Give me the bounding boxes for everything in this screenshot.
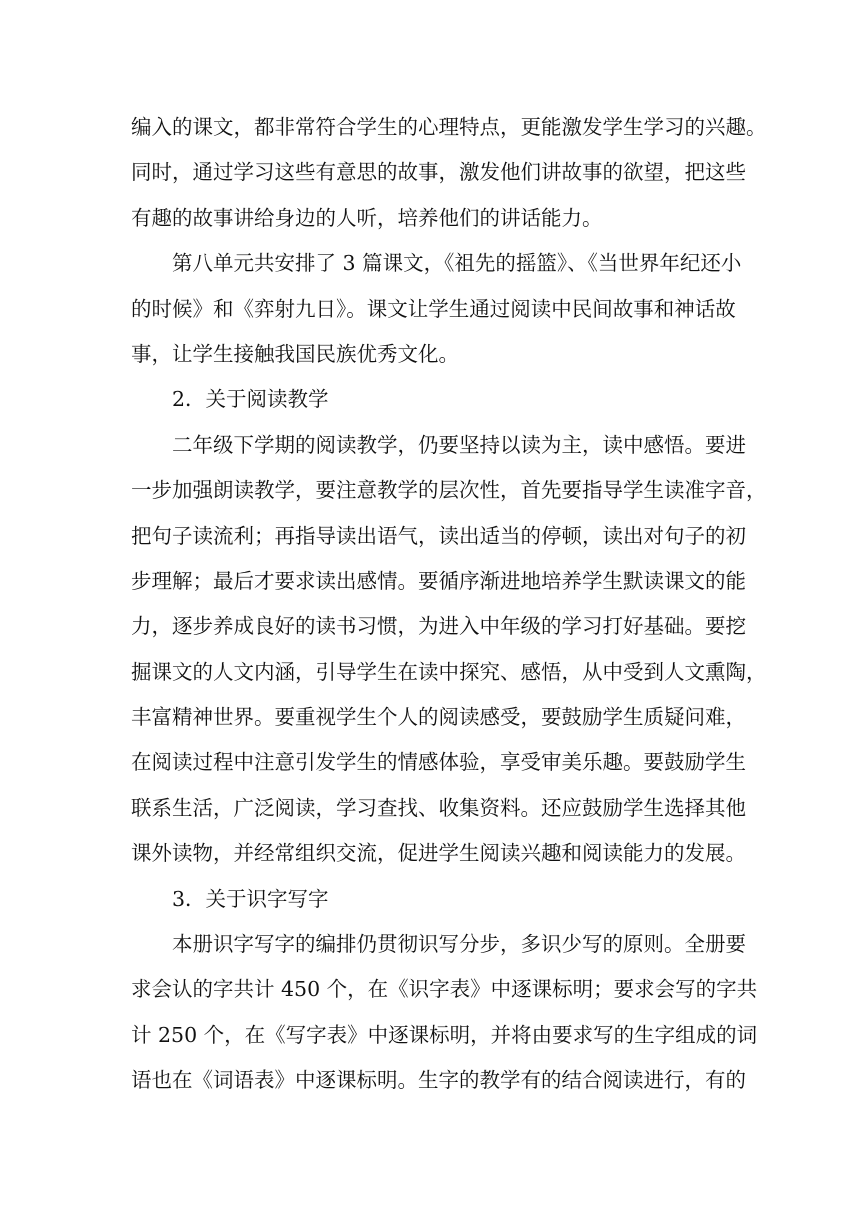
text-line: 联系生活，广泛阅读，学习查找、收集资料。还应鼓励学生选择其他: [131, 795, 746, 820]
text-line: 一步加强朗读教学，要注意教学的层次性，首先要指导学生读准字音，: [131, 478, 767, 503]
text-line: 在阅读过程中注意引发学生的情感体验，享受审美乐趣。要鼓励学生: [131, 750, 746, 775]
text-line: 语也在《词语表》中逐课标明。生字的教学有的结合阅读进行，有的: [131, 1068, 746, 1093]
document-page: [131, 105, 767, 1104]
text-line: 力，逐步养成良好的读书习惯，为进入中年级的学习打好基础。要挖: [131, 614, 746, 639]
text-line: 3．关于识字写字: [172, 886, 329, 911]
text-line: 步理解；最后才要求读出感情。要循序渐进地培养学生默读课文的能: [131, 568, 746, 593]
text-line: 第八单元共安排了 3 篇课文，《祖先的摇篮》、《当世界年纪还小: [172, 251, 742, 276]
text-line: 计 250 个，在《写字表》中逐课标明，并将由要求写的生字组成的词: [131, 1022, 758, 1047]
text-line: 事，让学生接触我国民族优秀文化。: [131, 341, 459, 366]
text-line: 把句子读流利；再指导读出语气，读出适当的停顿，读出对句子的初: [131, 523, 746, 548]
text-line: 2．关于阅读教学: [172, 387, 329, 412]
text-line: 求会认的字共计 450 个，在《识字表》中逐课标明；要求会写的字共: [131, 977, 758, 1002]
text-line: 的时候》和《弈射九日》。课文让学生通过阅读中民间故事和神话故: [131, 296, 736, 321]
text-line: 编入的课文，都非常符合学生的心理特点，更能激发学生学习的兴趣。: [131, 115, 767, 139]
text-line: 丰富精神世界。要重视学生个人的阅读感受，要鼓励学生质疑问难，: [131, 705, 746, 730]
text-line: 同时，通过学习这些有意思的故事，激发他们讲故事的欲望，把这些: [131, 160, 746, 185]
text-line: 本册识字写字的编排仍贯彻识写分步，多识少写的原则。全册要: [172, 932, 746, 957]
text-line: 掘课文的人文内涵，引导学生在读中探究、感悟，从中受到人文熏陶，: [131, 659, 767, 684]
text-line: 有趣的故事讲给身边的人听，培养他们的讲话能力。: [131, 205, 603, 230]
text-line: 二年级下学期的阅读教学，仍要坚持以读为主，读中感悟。要进: [172, 432, 746, 457]
text-line: 课外读物，并经常组织交流，促进学生阅读兴趣和阅读能力的发展。: [131, 841, 746, 866]
